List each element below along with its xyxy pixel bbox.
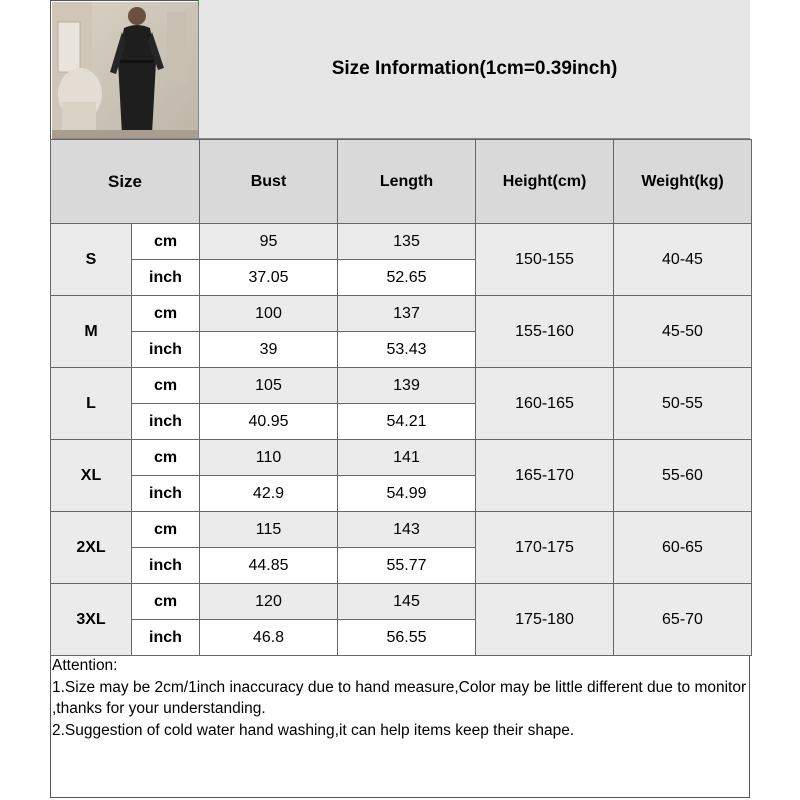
height-range: 175-180 xyxy=(476,584,614,656)
unit-inch: inch xyxy=(132,620,200,656)
height-range: 170-175 xyxy=(476,512,614,584)
unit-cm: cm xyxy=(132,512,200,548)
header-length: Length xyxy=(338,140,476,224)
size-info-title: Size Information(1cm=0.39inch) xyxy=(199,0,750,139)
bust-cm: 110 xyxy=(200,440,338,476)
weight-range: 60-65 xyxy=(614,512,752,584)
length-cm: 135 xyxy=(338,224,476,260)
weight-range: 50-55 xyxy=(614,368,752,440)
table-row xyxy=(51,224,752,260)
length-inch: 55.77 xyxy=(338,548,476,584)
unit-cm: cm xyxy=(132,584,200,620)
unit-cm: cm xyxy=(132,440,200,476)
size-label: XL xyxy=(51,440,132,512)
size-label: 3XL xyxy=(51,584,132,656)
bust-inch: 39 xyxy=(200,332,338,368)
table-row xyxy=(51,584,752,620)
unit-inch: inch xyxy=(132,404,200,440)
attention-heading: Attention: xyxy=(52,657,118,674)
length-inch: 54.21 xyxy=(338,404,476,440)
length-cm: 137 xyxy=(338,296,476,332)
length-cm: 139 xyxy=(338,368,476,404)
table-row xyxy=(51,440,752,476)
attention-note-1: 1.Size may be 2cm/1inch inaccuracy due to hand measure,Color may be little different due to monitor ,thanks for your understanding. xyxy=(52,678,747,717)
height-range: 150-155 xyxy=(476,224,614,296)
unit-inch: inch xyxy=(132,260,200,296)
bust-inch: 40.95 xyxy=(200,404,338,440)
header-height: Height(cm) xyxy=(476,140,614,224)
height-range: 160-165 xyxy=(476,368,614,440)
weight-range: 55-60 xyxy=(614,440,752,512)
length-cm: 141 xyxy=(338,440,476,476)
table-row xyxy=(51,512,752,548)
length-inch: 53.43 xyxy=(338,332,476,368)
weight-range: 45-50 xyxy=(614,296,752,368)
length-inch: 54.99 xyxy=(338,476,476,512)
unit-inch: inch xyxy=(132,548,200,584)
unit-cm: cm xyxy=(132,224,200,260)
bust-cm: 105 xyxy=(200,368,338,404)
size-label: 2XL xyxy=(51,512,132,584)
bust-cm: 120 xyxy=(200,584,338,620)
length-inch: 56.55 xyxy=(338,620,476,656)
size-label: L xyxy=(51,368,132,440)
header-weight: Weight(kg) xyxy=(614,140,752,224)
table-row xyxy=(51,368,752,404)
attention-notes xyxy=(52,655,748,741)
attention-note-2: 2.Suggestion of cold water hand washing,it can help items keep their shape. xyxy=(52,721,575,739)
height-range: 155-160 xyxy=(476,296,614,368)
height-range: 165-170 xyxy=(476,440,614,512)
bust-cm: 115 xyxy=(200,512,338,548)
length-inch: 52.65 xyxy=(338,260,476,296)
length-cm: 145 xyxy=(338,584,476,620)
header-bust: Bust xyxy=(200,140,338,224)
unit-inch: inch xyxy=(132,332,200,368)
table-header-row xyxy=(51,140,752,224)
size-label: M xyxy=(51,296,132,368)
bust-inch: 37.05 xyxy=(200,260,338,296)
weight-range: 40-45 xyxy=(614,224,752,296)
length-cm: 143 xyxy=(338,512,476,548)
product-photo xyxy=(52,2,199,139)
product-photo-image xyxy=(52,2,198,138)
bust-cm: 95 xyxy=(200,224,338,260)
bust-cm: 100 xyxy=(200,296,338,332)
size-table xyxy=(50,139,752,656)
unit-cm: cm xyxy=(132,296,200,332)
size-label: S xyxy=(51,224,132,296)
unit-cm: cm xyxy=(132,368,200,404)
header-size: Size xyxy=(51,140,200,224)
bust-inch: 42.9 xyxy=(200,476,338,512)
table-row xyxy=(51,296,752,332)
unit-inch: inch xyxy=(132,476,200,512)
bust-inch: 46.8 xyxy=(200,620,338,656)
bust-inch: 44.85 xyxy=(200,548,338,584)
weight-range: 65-70 xyxy=(614,584,752,656)
